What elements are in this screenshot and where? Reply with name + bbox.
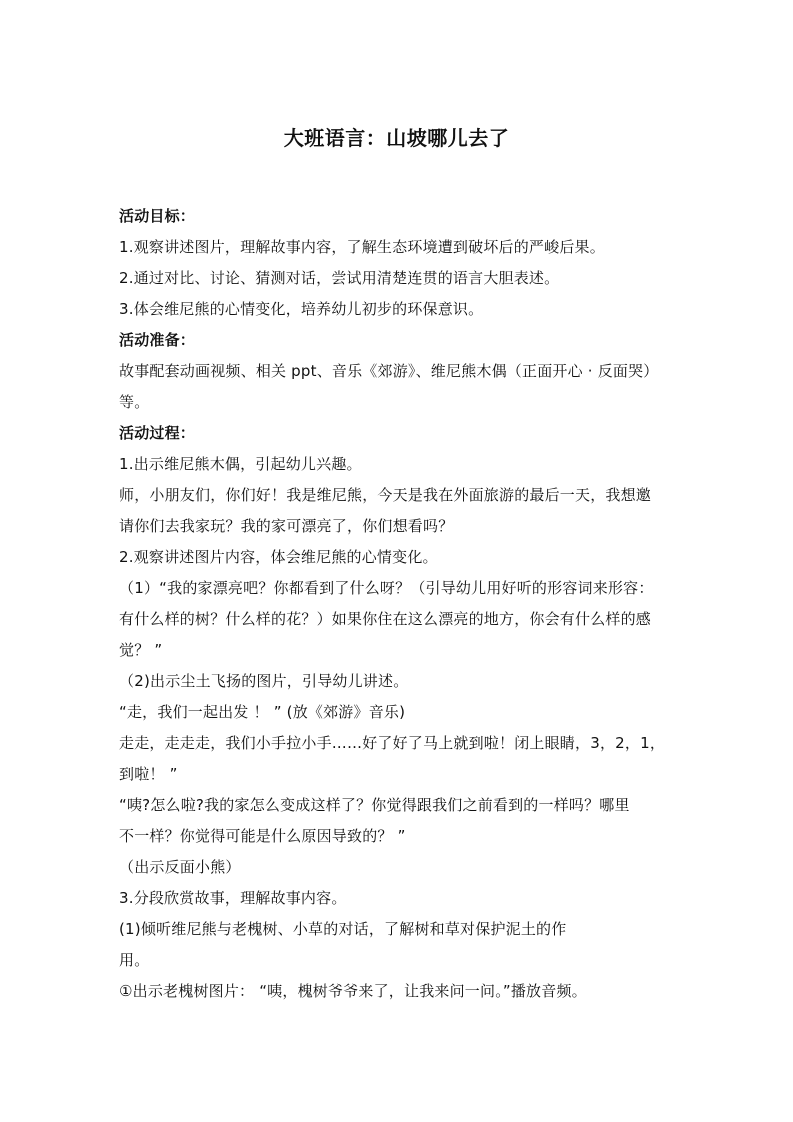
paragraph-line: 1.观察讲述图片，理解故事内容，了解生态环境遭到破坏后的严峻后果。 (119, 238, 605, 256)
paragraph-line: (1)倾听维尼熊与老槐树、小草的对话，了解树和草对保护泥土的作 (119, 920, 567, 938)
paragraph-line: （1）“我的家漂亮吧？你都看到了什么呀？（引导幼儿用好听的形容词来形容： (119, 579, 654, 597)
document-title: 大班语言：山坡哪儿去了 (283, 126, 510, 150)
paragraph-line: 故事配套动画视频、相关 ppt、音乐《郊游》、维尼熊木偶（正面开心 · 反面哭） (119, 362, 659, 380)
paragraph-line: 3.分段欣赏故事，理解故事内容。 (119, 889, 347, 907)
document-body (119, 201, 679, 1007)
paragraph-line: 有什么样的树？什么样的花？）如果你住在这么漂亮的地方，你会有什么样的感 (119, 610, 652, 628)
paragraph-line: 请你们去我家玩？我的家可漂亮了，你们想看吗？ (119, 517, 454, 535)
paragraph-line: （出示反面小熊） (119, 858, 241, 876)
paragraph-line: “走，我们一起出发 ！ ” (放《郊游》音乐) (119, 703, 406, 721)
paragraph-line: 觉？ ” (119, 641, 163, 659)
paragraph-line: 等。 (119, 393, 150, 411)
paragraph-line: 3.体会维尼熊的心情变化，培养幼儿初步的环保意识。 (119, 300, 484, 318)
paragraph-line: 1.出示维尼熊木偶，引起幼儿兴趣。 (119, 455, 362, 473)
paragraph-line: 用。 (119, 951, 150, 969)
paragraph-line: 2.通过对比、讨论、猜测对话，尝试用清楚连贯的语言大胆表述。 (119, 269, 560, 287)
section-heading-goals: 活动目标： (119, 207, 196, 225)
paragraph-line: 不一样？你觉得可能是什么原因导致的？ ” (119, 827, 406, 845)
paragraph-line: 2.观察讲述图片内容，体会维尼熊的心情变化。 (119, 548, 438, 566)
paragraph-line: 师，小朋友们，你们好！我是维尼熊，今天是我在外面旅游的最后一天，我想邀 (119, 486, 652, 504)
paragraph-line: ①出示老槐树图片： “咦，槐树爷爷来了，让我来问一问。”播放音频。 (119, 982, 587, 1000)
section-heading-preparation: 活动准备： (119, 331, 196, 349)
paragraph-line: 走走，走走走，我们小手拉小手……好了好了马上就到啦！闭上眼睛，3，2，1， (119, 734, 666, 752)
paragraph-line: 到啦！ ” (119, 765, 178, 783)
paragraph-line: “咦?怎么啦?我的家怎么变成这样了？你觉得跟我们之前看到的一样吗？哪里 (119, 796, 630, 814)
section-heading-process: 活动过程： (119, 424, 196, 442)
paragraph-line: （2)出示尘土飞扬的图片，引导幼儿讲述。 (119, 672, 409, 690)
